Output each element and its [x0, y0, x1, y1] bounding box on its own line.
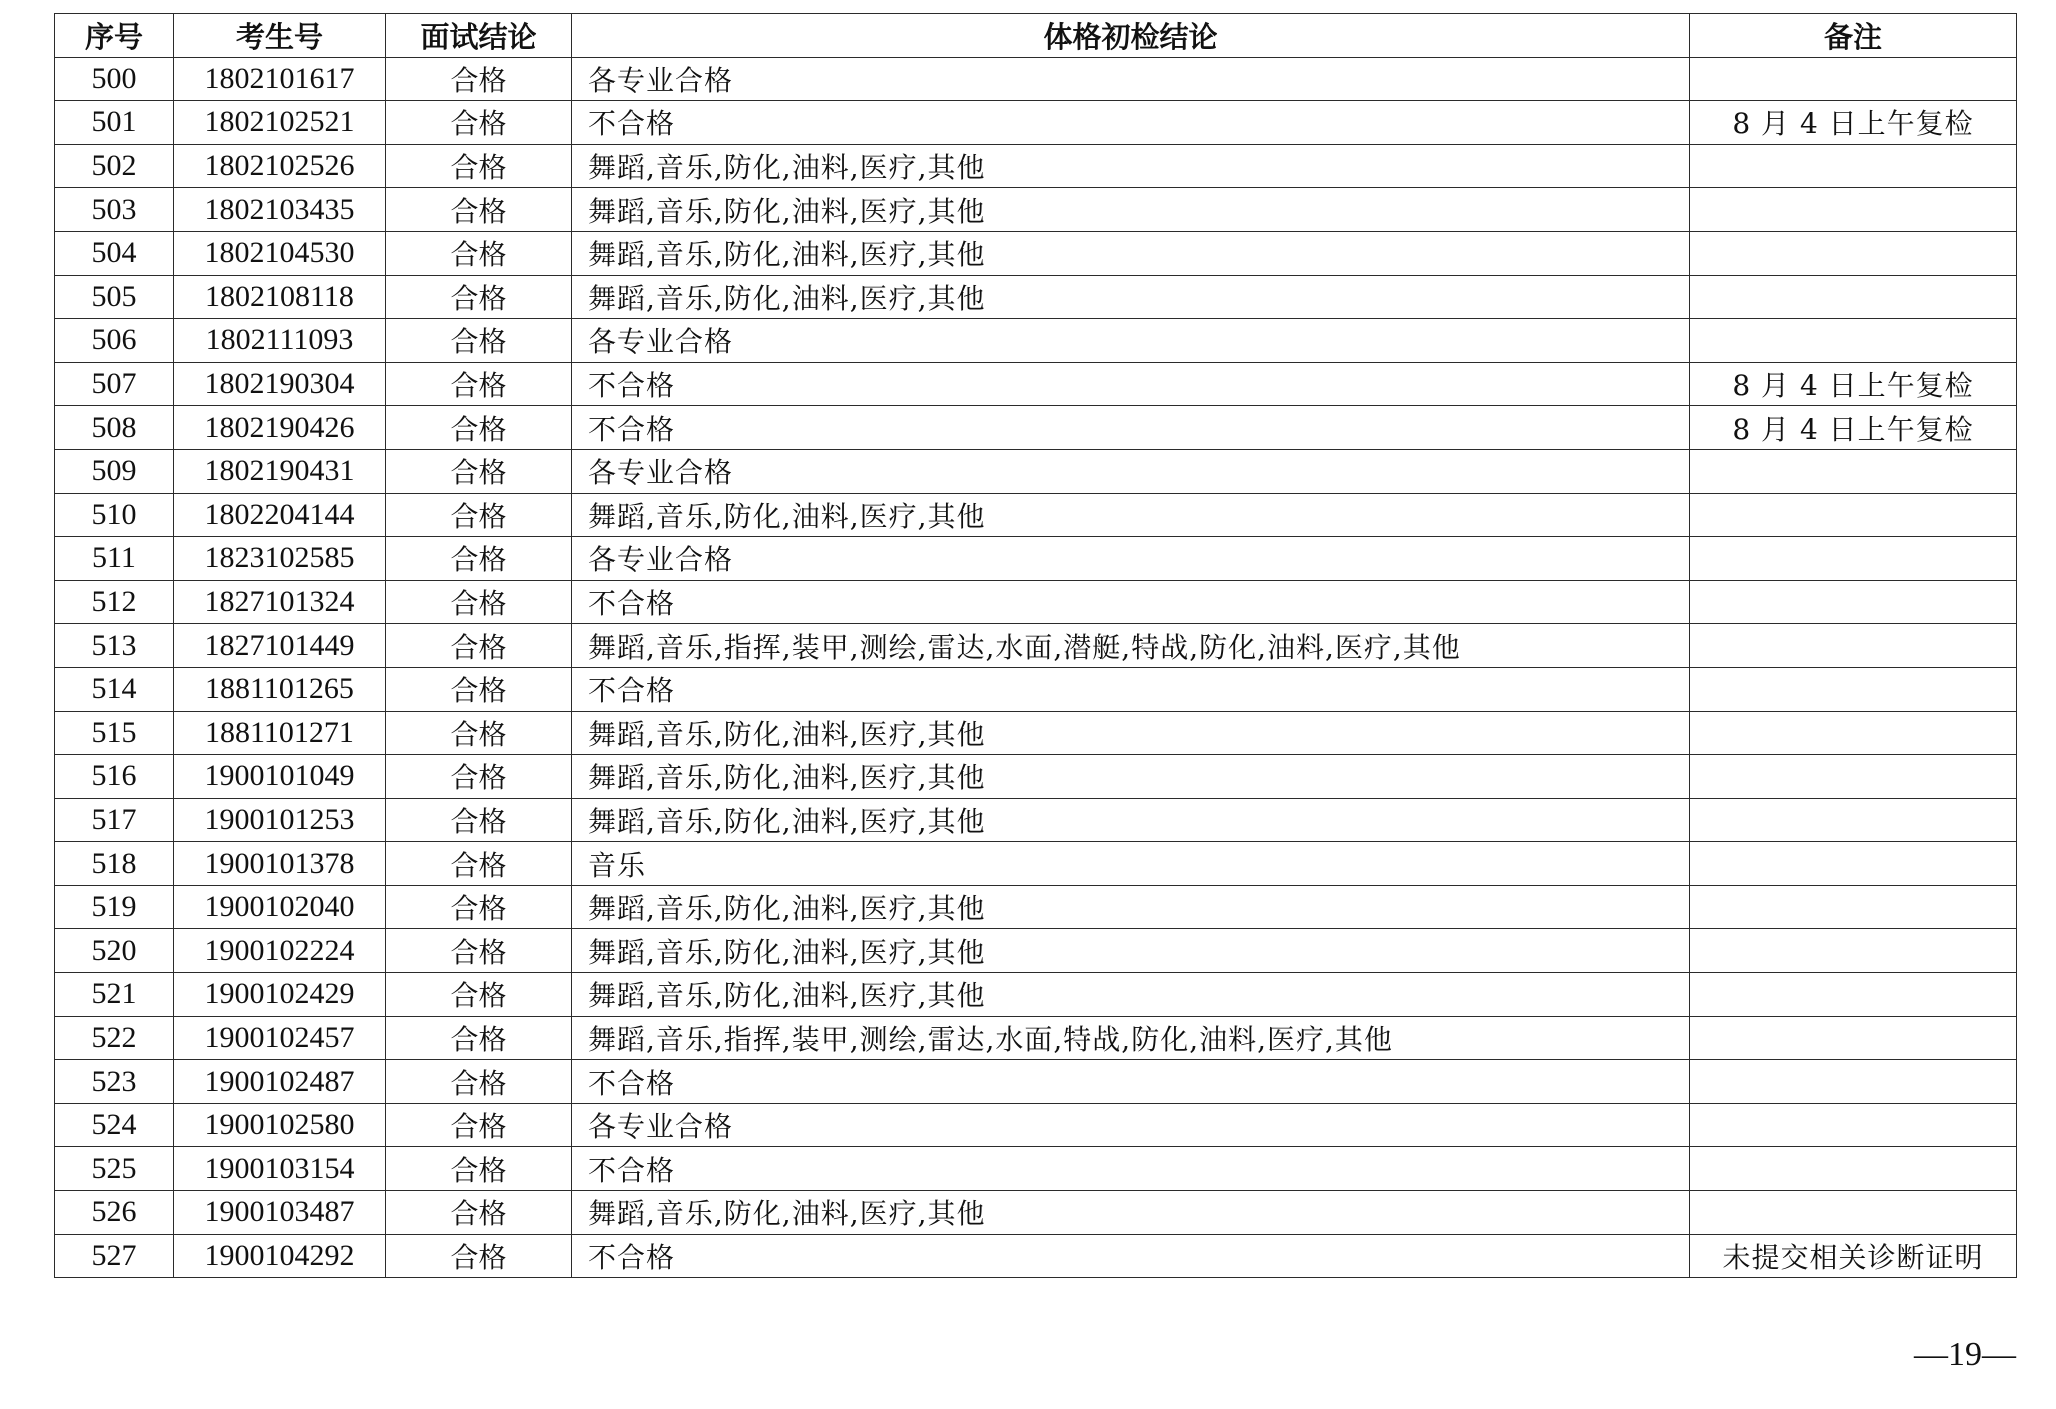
cell-physical-exam-result: 舞蹈,音乐,指挥,装甲,测绘,雷达,水面,特战,防化,油料,医疗,其他: [572, 1016, 1690, 1060]
cell-seq: 521: [55, 973, 174, 1017]
cell-seq: 516: [55, 755, 174, 799]
cell-candidate-id: 1802102526: [174, 144, 386, 188]
header-physical-exam-result: 体格初检结论: [572, 14, 1690, 58]
cell-interview-result: 合格: [386, 624, 572, 668]
cell-interview-result: 合格: [386, 1147, 572, 1191]
cell-candidate-id: 1802103435: [174, 188, 386, 232]
cell-candidate-id: 1900103487: [174, 1191, 386, 1235]
cell-candidate-id: 1827101449: [174, 624, 386, 668]
cell-candidate-id: 1802204144: [174, 493, 386, 537]
cell-note: 8 月 4 日上午复检: [1690, 406, 2017, 450]
cell-note: [1690, 57, 2017, 101]
cell-physical-exam-result: 不合格: [572, 1147, 1690, 1191]
cell-interview-result: 合格: [386, 537, 572, 581]
table-row: [55, 667, 2017, 711]
table-row: [55, 798, 2017, 842]
cell-note: [1690, 755, 2017, 799]
cell-seq: 526: [55, 1191, 174, 1235]
cell-interview-result: 合格: [386, 101, 572, 145]
header-notes: 备注: [1690, 14, 2017, 58]
cell-candidate-id: 1802190426: [174, 406, 386, 450]
cell-candidate-id: 1823102585: [174, 537, 386, 581]
cell-physical-exam-result: 不合格: [572, 1060, 1690, 1104]
table-row: [55, 885, 2017, 929]
cell-physical-exam-result: 舞蹈,音乐,防化,油料,医疗,其他: [572, 1191, 1690, 1235]
table-row: [55, 580, 2017, 624]
cell-physical-exam-result: 舞蹈,音乐,防化,油料,医疗,其他: [572, 231, 1690, 275]
table-row: [55, 1191, 2017, 1235]
cell-note: [1690, 798, 2017, 842]
table-row: [55, 144, 2017, 188]
cell-note: 8 月 4 日上午复检: [1690, 362, 2017, 406]
cell-interview-result: 合格: [386, 1234, 572, 1278]
page-number: —19—: [1914, 1336, 2016, 1373]
cell-note: [1690, 537, 2017, 581]
cell-seq: 514: [55, 667, 174, 711]
cell-seq: 507: [55, 362, 174, 406]
cell-physical-exam-result: 各专业合格: [572, 449, 1690, 493]
cell-interview-result: 合格: [386, 798, 572, 842]
cell-note: [1690, 275, 2017, 319]
cell-interview-result: 合格: [386, 1103, 572, 1147]
cell-interview-result: 合格: [386, 406, 572, 450]
cell-seq: 518: [55, 842, 174, 886]
table-row: [55, 1234, 2017, 1278]
cell-seq: 503: [55, 188, 174, 232]
header-interview-result: 面试结论: [386, 14, 572, 58]
cell-seq: 512: [55, 580, 174, 624]
results-table: [54, 13, 2017, 1278]
table-row: [55, 57, 2017, 101]
cell-interview-result: 合格: [386, 667, 572, 711]
cell-physical-exam-result: 不合格: [572, 580, 1690, 624]
table-row: [55, 929, 2017, 973]
cell-candidate-id: 1802111093: [174, 319, 386, 363]
cell-note: [1690, 1191, 2017, 1235]
cell-note: 未提交相关诊断证明: [1690, 1234, 2017, 1278]
cell-physical-exam-result: 舞蹈,音乐,防化,油料,医疗,其他: [572, 144, 1690, 188]
table-row: [55, 275, 2017, 319]
table-row: [55, 711, 2017, 755]
table-row: [55, 1103, 2017, 1147]
cell-candidate-id: 1881101265: [174, 667, 386, 711]
table-row: [55, 101, 2017, 145]
cell-candidate-id: 1827101324: [174, 580, 386, 624]
cell-seq: 524: [55, 1103, 174, 1147]
cell-note: 8 月 4 日上午复检: [1690, 101, 2017, 145]
cell-note: [1690, 144, 2017, 188]
cell-physical-exam-result: 各专业合格: [572, 537, 1690, 581]
cell-seq: 510: [55, 493, 174, 537]
table-row: [55, 1147, 2017, 1191]
cell-physical-exam-result: 舞蹈,音乐,防化,油料,医疗,其他: [572, 973, 1690, 1017]
cell-note: [1690, 1147, 2017, 1191]
cell-seq: 513: [55, 624, 174, 668]
cell-physical-exam-result: 不合格: [572, 667, 1690, 711]
cell-seq: 508: [55, 406, 174, 450]
cell-candidate-id: 1900102040: [174, 885, 386, 929]
cell-candidate-id: 1802190304: [174, 362, 386, 406]
cell-physical-exam-result: 各专业合格: [572, 319, 1690, 363]
table-row: [55, 319, 2017, 363]
cell-candidate-id: 1802108118: [174, 275, 386, 319]
table-body: [55, 57, 2017, 1278]
cell-interview-result: 合格: [386, 144, 572, 188]
cell-candidate-id: 1900102580: [174, 1103, 386, 1147]
cell-interview-result: 合格: [386, 493, 572, 537]
cell-note: [1690, 929, 2017, 973]
cell-interview-result: 合格: [386, 755, 572, 799]
cell-note: [1690, 319, 2017, 363]
cell-seq: 506: [55, 319, 174, 363]
cell-physical-exam-result: 舞蹈,音乐,防化,油料,医疗,其他: [572, 711, 1690, 755]
cell-note: [1690, 624, 2017, 668]
header-seq: 序号: [55, 14, 174, 58]
cell-candidate-id: 1900101378: [174, 842, 386, 886]
cell-note: [1690, 667, 2017, 711]
table-row: [55, 362, 2017, 406]
cell-interview-result: 合格: [386, 711, 572, 755]
cell-physical-exam-result: 舞蹈,音乐,防化,油料,医疗,其他: [572, 798, 1690, 842]
cell-seq: 511: [55, 537, 174, 581]
cell-note: [1690, 493, 2017, 537]
cell-physical-exam-result: 各专业合格: [572, 57, 1690, 101]
cell-physical-exam-result: 不合格: [572, 1234, 1690, 1278]
cell-note: [1690, 1103, 2017, 1147]
cell-note: [1690, 711, 2017, 755]
cell-seq: 500: [55, 57, 174, 101]
cell-interview-result: 合格: [386, 362, 572, 406]
cell-interview-result: 合格: [386, 973, 572, 1017]
table-row: [55, 493, 2017, 537]
cell-seq: 525: [55, 1147, 174, 1191]
cell-candidate-id: 1900102487: [174, 1060, 386, 1104]
cell-note: [1690, 231, 2017, 275]
cell-note: [1690, 842, 2017, 886]
cell-seq: 522: [55, 1016, 174, 1060]
cell-interview-result: 合格: [386, 188, 572, 232]
header-candidate-id: 考生号: [174, 14, 386, 58]
cell-seq: 520: [55, 929, 174, 973]
cell-seq: 517: [55, 798, 174, 842]
cell-physical-exam-result: 舞蹈,音乐,防化,油料,医疗,其他: [572, 929, 1690, 973]
table-row: [55, 973, 2017, 1017]
cell-physical-exam-result: 各专业合格: [572, 1103, 1690, 1147]
table-row: [55, 449, 2017, 493]
cell-interview-result: 合格: [386, 319, 572, 363]
table-row: [55, 231, 2017, 275]
cell-candidate-id: 1900102224: [174, 929, 386, 973]
cell-physical-exam-result: 舞蹈,音乐,防化,油料,医疗,其他: [572, 188, 1690, 232]
cell-physical-exam-result: 不合格: [572, 101, 1690, 145]
cell-interview-result: 合格: [386, 580, 572, 624]
header-row: [55, 14, 2017, 58]
cell-note: [1690, 1060, 2017, 1104]
table-row: [55, 537, 2017, 581]
table-row: [55, 188, 2017, 232]
cell-seq: 527: [55, 1234, 174, 1278]
cell-physical-exam-result: 舞蹈,音乐,防化,油料,医疗,其他: [572, 493, 1690, 537]
cell-candidate-id: 1900104292: [174, 1234, 386, 1278]
cell-physical-exam-result: 舞蹈,音乐,防化,油料,医疗,其他: [572, 275, 1690, 319]
cell-interview-result: 合格: [386, 929, 572, 973]
cell-note: [1690, 1016, 2017, 1060]
cell-interview-result: 合格: [386, 275, 572, 319]
cell-interview-result: 合格: [386, 231, 572, 275]
cell-seq: 515: [55, 711, 174, 755]
cell-candidate-id: 1802104530: [174, 231, 386, 275]
cell-interview-result: 合格: [386, 1016, 572, 1060]
table-row: [55, 842, 2017, 886]
cell-physical-exam-result: 舞蹈,音乐,防化,油料,医疗,其他: [572, 755, 1690, 799]
cell-seq: 519: [55, 885, 174, 929]
cell-note: [1690, 449, 2017, 493]
cell-physical-exam-result: 不合格: [572, 406, 1690, 450]
cell-candidate-id: 1881101271: [174, 711, 386, 755]
table-row: [55, 1060, 2017, 1104]
cell-candidate-id: 1900102457: [174, 1016, 386, 1060]
cell-note: [1690, 188, 2017, 232]
cell-interview-result: 合格: [386, 57, 572, 101]
table-row: [55, 1016, 2017, 1060]
cell-physical-exam-result: 舞蹈,音乐,防化,油料,医疗,其他: [572, 885, 1690, 929]
cell-candidate-id: 1900101049: [174, 755, 386, 799]
cell-candidate-id: 1900101253: [174, 798, 386, 842]
cell-candidate-id: 1900103154: [174, 1147, 386, 1191]
cell-physical-exam-result: 音乐: [572, 842, 1690, 886]
table-row: [55, 624, 2017, 668]
cell-candidate-id: 1900102429: [174, 973, 386, 1017]
cell-note: [1690, 973, 2017, 1017]
cell-interview-result: 合格: [386, 885, 572, 929]
cell-physical-exam-result: 舞蹈,音乐,指挥,装甲,测绘,雷达,水面,潜艇,特战,防化,油料,医疗,其他: [572, 624, 1690, 668]
cell-physical-exam-result: 不合格: [572, 362, 1690, 406]
cell-seq: 509: [55, 449, 174, 493]
cell-interview-result: 合格: [386, 842, 572, 886]
cell-seq: 502: [55, 144, 174, 188]
table-row: [55, 406, 2017, 450]
cell-seq: 504: [55, 231, 174, 275]
cell-candidate-id: 1802101617: [174, 57, 386, 101]
cell-interview-result: 合格: [386, 1191, 572, 1235]
cell-note: [1690, 580, 2017, 624]
cell-seq: 505: [55, 275, 174, 319]
cell-note: [1690, 885, 2017, 929]
table-row: [55, 755, 2017, 799]
cell-interview-result: 合格: [386, 1060, 572, 1104]
cell-candidate-id: 1802102521: [174, 101, 386, 145]
cell-interview-result: 合格: [386, 449, 572, 493]
cell-seq: 501: [55, 101, 174, 145]
cell-candidate-id: 1802190431: [174, 449, 386, 493]
cell-seq: 523: [55, 1060, 174, 1104]
